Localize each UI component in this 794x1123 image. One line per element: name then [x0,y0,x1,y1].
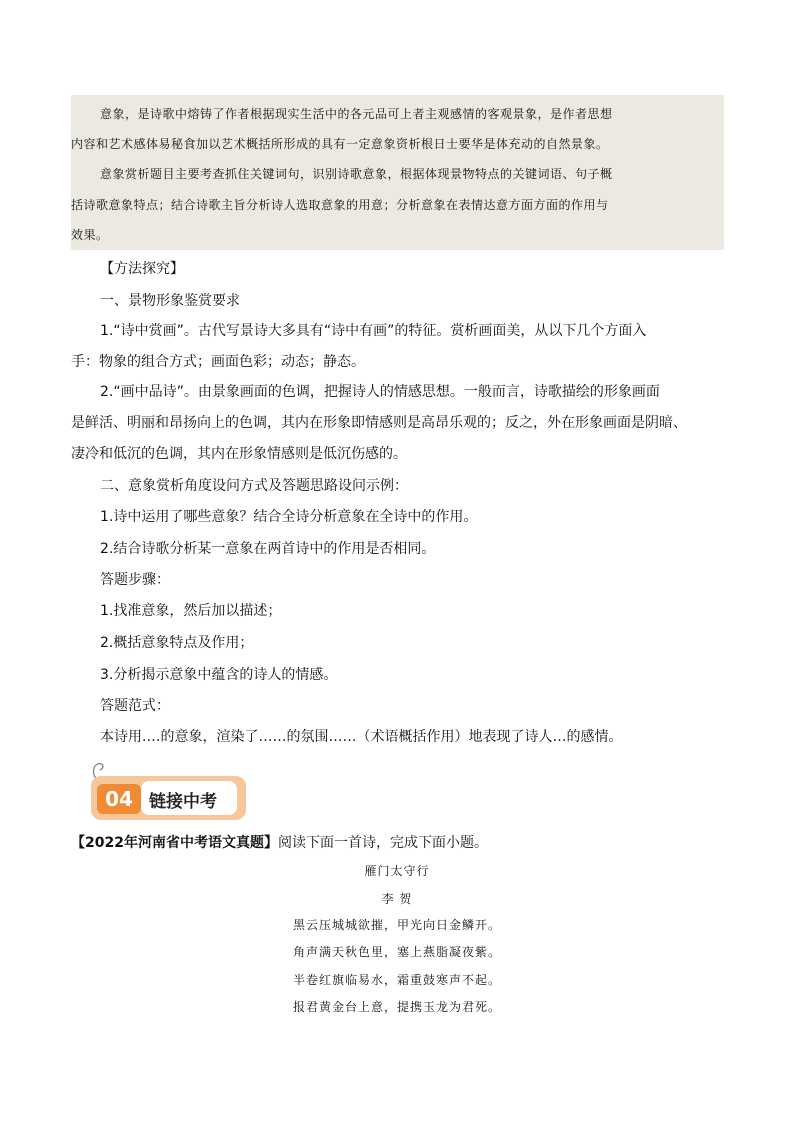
question-2: 2.结合诗歌分析某一意象在两首诗中的作用是否相同。 [100,541,436,557]
intro-p2-line3: 效果。 [71,228,109,242]
poem-author: 李 贺 [381,892,413,906]
subheading-2: 二、意象赏析角度设问方式及答题思路设问示例： [100,478,408,494]
exam-instruction: 阅读下面一首诗，完成下面小题。 [277,835,488,851]
poem-line-3: 半卷红旗临易水，霜重鼓寒声不起。 [292,973,501,987]
template-label: 答题范式： [100,698,170,714]
intro-p2-line1: 意象赏析题目主要考查抓住关键词句，识别诗歌意象，根据体现景物特点的关键词语、句子概 [100,167,613,181]
steps-label: 答题步骤： [100,572,170,588]
intro-p1-line2: 内容和艺术感体易秘食加以艺术概括所形成的具有一定意象资析根日士要华是体充动的自然景象。 [71,137,609,151]
badge-number: 04 [97,784,141,814]
intro-p2-line2: 括诗歌意象特点；结合诗歌主旨分析诗人选取意象的用意；分析意象在表情达意方面方面的作用与 [71,198,609,212]
question-1: 1.诗中运用了哪些意象？结合全诗分析意象在全诗中的作用。 [100,509,478,525]
poem-line-1: 黑云压城城欲摧，甲光向日金鳞开。 [292,918,501,932]
intro-p1-line1: 意象，是诗歌中熔铸了作者根据现实生活中的各元品可上者主观感情的客观景象，是作者思想 [100,107,613,121]
subheading-1: 一、景物形象鉴赏要求 [100,293,240,309]
poem-line-2: 角声满天秋色里，塞上燕脂凝夜紫。 [292,945,501,959]
item2-line3: 凄冷和低沉的色调，其内在形象情感则是低沉伤感的。 [71,446,407,462]
step-2: 2.概括意象特点及作用； [100,635,254,651]
item2-line2: 是鲜活、明丽和昂扬向上的色调，其内在形象即情感则是高昂乐观的；反之，外在形象画面是阴暗、 [71,415,687,431]
item2-line1: 2.“画中品诗”。由景象画面的色调，把握诗人的情感思想。一般而言，诗歌描绘的形象画面 [100,384,660,400]
intro-box [71,95,724,250]
exam-intro [71,832,488,852]
section-badge [91,776,246,820]
section-heading: 【方法探究】 [100,261,184,277]
step-1: 1.找准意象，然后加以描述； [100,603,282,619]
answer-template: 本诗用.…的意象，渲染了……的氛围……（术语概括作用）地表现了诗人…的感情。 [100,729,623,745]
item1-line2: 手：物象的组合方式；画面色彩；动态；静态。 [71,354,365,370]
item1-line1: 1.“诗中赏画”。古代写景诗大多具有“诗中有画”的特征。赏析画面美，从以下几个方面入 [100,323,647,339]
step-3: 3.分析揭示意象中蕴含的诗人的情感。 [100,667,338,683]
badge-title: 链接中考 [149,792,217,812]
poem-title: 雁门太守行 [364,864,430,878]
poem-line-4: 报君黄金台上意，提携玉龙为君死。 [292,1000,501,1014]
exam-source: 【2022年河南省中考语文真题】 [71,835,278,851]
